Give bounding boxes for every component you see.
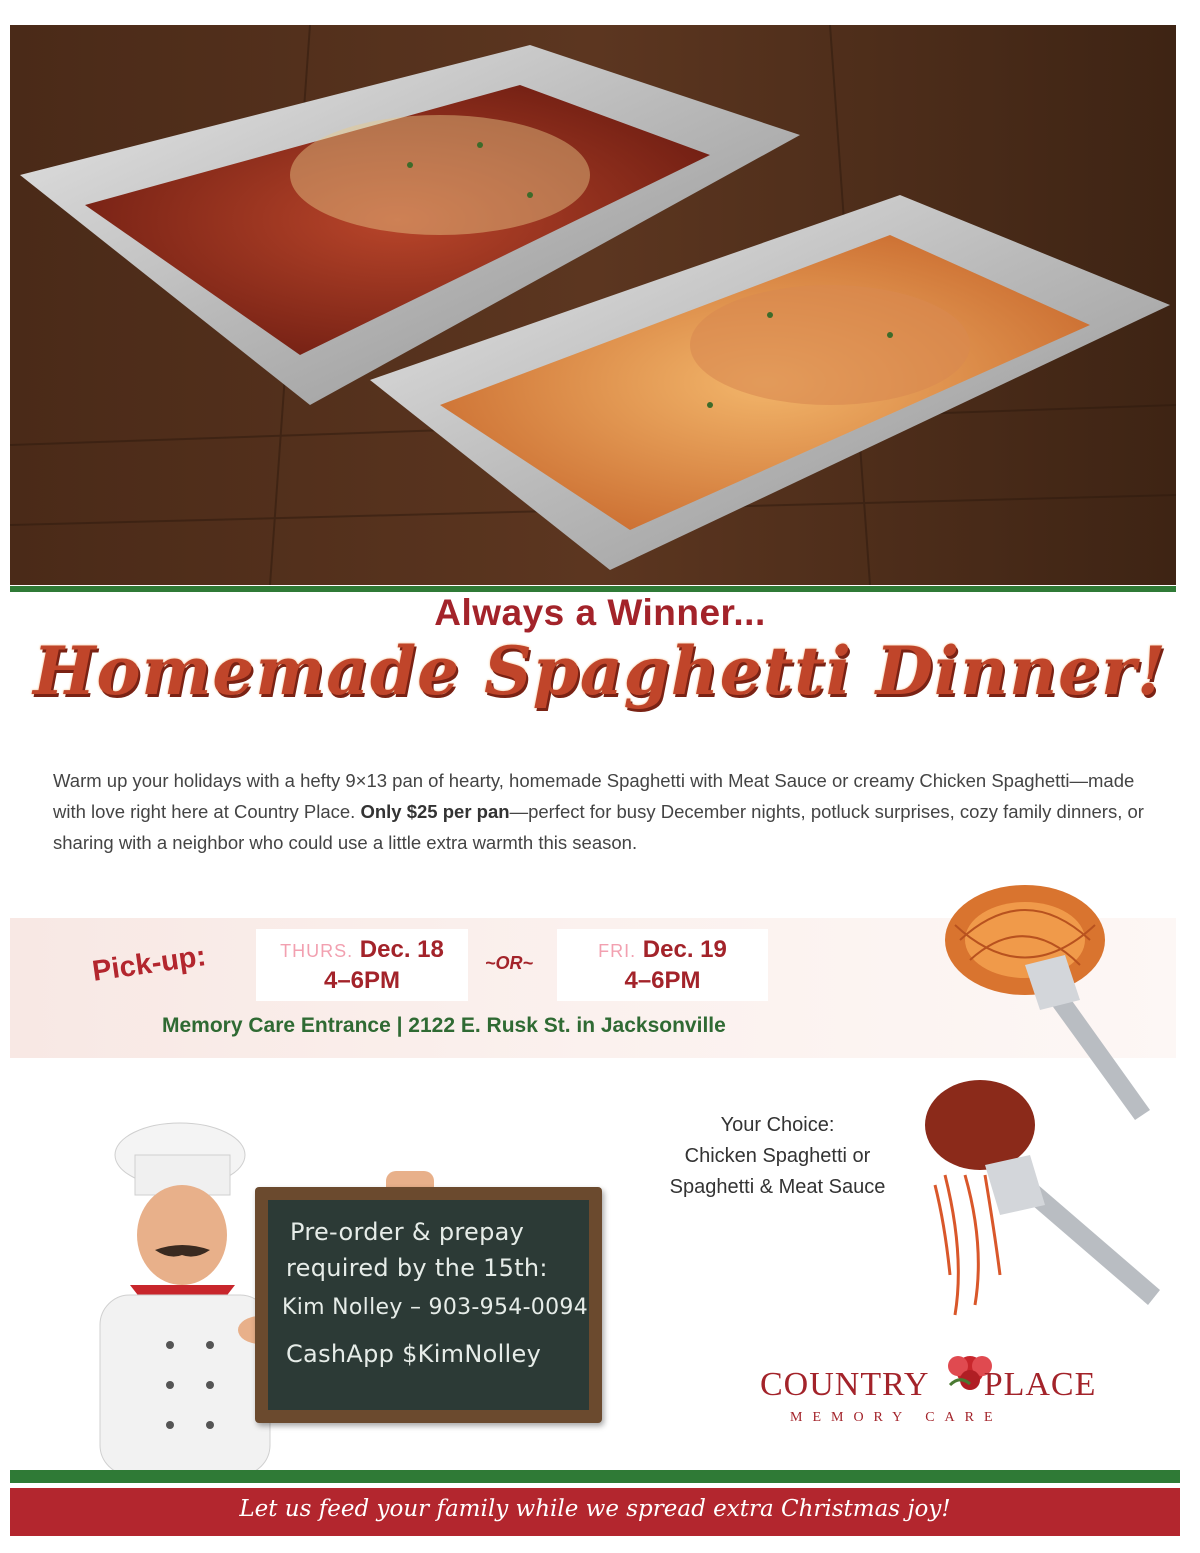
pickup-separator: ~OR~ — [485, 953, 534, 973]
chalkboard — [255, 1187, 602, 1423]
footer-banner — [10, 1488, 1180, 1536]
pickup-time: 4–6PM — [323, 967, 401, 994]
choice-option-meat: Spaghetti & Meat Sauce — [669, 1176, 886, 1198]
choice-option-chicken: Chicken Spaghetti or — [684, 1145, 871, 1167]
logo-subtitle: MEMORY CARE — [790, 1410, 1003, 1425]
pickup-label: Pick-up: — [90, 940, 209, 988]
spaghetti-pans-illustration — [10, 25, 1176, 585]
chalk-line-3: Kim Nolley – 903-954-0094 — [282, 1295, 588, 1320]
headline-title: Homemade Spaghetti Dinner! — [33, 632, 1167, 710]
intro-text-part1: Warm up your holidays with a hefty 9×13 pan of hearty, homemade Spaghetti with Meat Sauce or creamy Chicken Spaghetti—made with love right here at Country Place. — [53, 770, 1135, 822]
fork-meat-sauce-image — [905, 1065, 1175, 1335]
choice-text — [640, 1110, 915, 1203]
chalk-line-2: required by the 15th: — [286, 1254, 548, 1282]
pickup-address: Memory Care Entrance | 2122 E. Rusk St. in Jacksonville — [162, 1014, 726, 1037]
pickup-time: 4–6PM — [624, 967, 701, 994]
logo-name: COUNTRY PLACE — [760, 1366, 1097, 1403]
pickup-date: Dec. 18 — [359, 936, 444, 963]
intro-text-part2: —perfect for busy December nights, potluck surprises, cozy family dinners, or sharing with a neighbor who could use a little extra warmth this season. — [53, 801, 1144, 853]
intro-price: Only $25 per pan — [360, 801, 510, 822]
pickup-date: Dec. 19 — [642, 936, 727, 963]
intro-paragraph — [53, 765, 1153, 858]
footer-text: Let us feed your family while we spread extra Christmas joy! — [239, 1496, 951, 1522]
chalk-line-4: CashApp $KimNolley — [286, 1340, 542, 1368]
choice-heading: Your Choice: — [720, 1114, 835, 1136]
chef-figure — [70, 1115, 280, 1475]
pickup-day: FRI. — [598, 941, 637, 961]
pickup-option-friday — [557, 929, 768, 1001]
pickup-option-thursday — [256, 929, 468, 1001]
footer-stripe-green — [10, 1470, 1180, 1483]
hero-photo — [10, 25, 1176, 585]
pickup-day: THURS. — [280, 941, 354, 961]
headline-tagline: Always a Winner... — [434, 592, 766, 633]
chalk-line-1: Pre-order & prepay — [290, 1218, 525, 1246]
chalkboard-surface — [268, 1200, 589, 1410]
